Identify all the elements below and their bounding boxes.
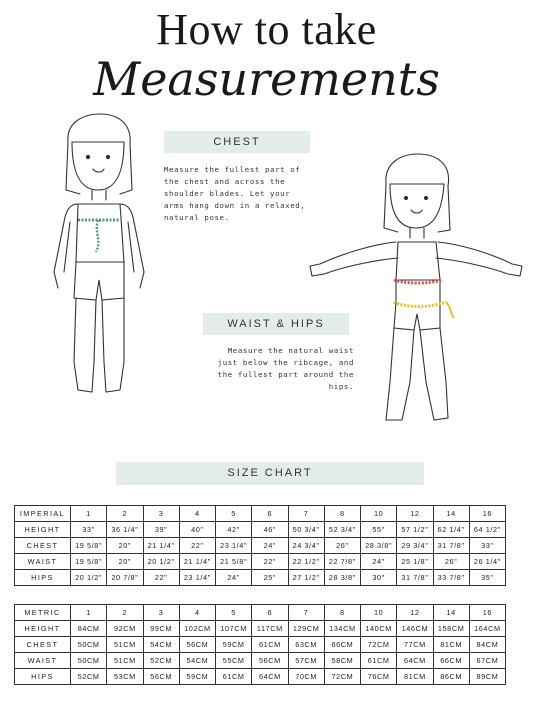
table-cell: 10 <box>361 506 397 522</box>
table-cell: 22 7/8" <box>324 554 360 570</box>
table-cell: 54CM <box>143 637 179 653</box>
table-cell: 61CM <box>361 653 397 669</box>
table-cell: 77CM <box>397 637 433 653</box>
table-cell: 59CM <box>179 669 215 685</box>
table-cell: 146CM <box>397 621 433 637</box>
table-cell: 33" <box>469 538 505 554</box>
row-label-cell: METRIC <box>15 605 71 621</box>
table-cell: 20 7/8" <box>107 570 143 586</box>
table-cell: 26 1/4" <box>469 554 505 570</box>
row-label-cell: CHEST <box>15 637 71 653</box>
table-cell: 25 1/8" <box>397 554 433 570</box>
table-cell: 33" <box>71 522 107 538</box>
table-cell: 5 <box>216 506 252 522</box>
table-row <box>15 621 506 637</box>
table-row <box>15 538 506 554</box>
table-cell: 28 3/8" <box>361 538 397 554</box>
table-cell: 7 <box>288 506 324 522</box>
table-cell: 22" <box>143 570 179 586</box>
table-cell: 22" <box>252 554 288 570</box>
table-cell: 63CM <box>288 637 324 653</box>
table-cell: 50 3/4" <box>288 522 324 538</box>
table-cell: 92CM <box>107 621 143 637</box>
table-cell: 57CM <box>288 653 324 669</box>
table-cell: 6 <box>252 605 288 621</box>
table-cell: 76CM <box>361 669 397 685</box>
table-cell: 61CM <box>252 637 288 653</box>
table-cell: 53CM <box>107 669 143 685</box>
row-label-cell: IMPERIAL <box>15 506 71 522</box>
table-cell: 84CM <box>71 621 107 637</box>
table-cell: 64CM <box>397 653 433 669</box>
table-cell: 40" <box>179 522 215 538</box>
table-cell: 61CM <box>216 669 252 685</box>
table-cell: 81CM <box>397 669 433 685</box>
table-cell: 102CM <box>179 621 215 637</box>
table-cell: 31 7/8" <box>433 538 469 554</box>
table-cell: 62 1/4" <box>433 522 469 538</box>
table-cell: 117CM <box>252 621 288 637</box>
table-cell: 84CM <box>469 637 505 653</box>
table-cell: 1 <box>71 506 107 522</box>
table-cell: 64 1/2" <box>469 522 505 538</box>
table-cell: 99CM <box>143 621 179 637</box>
table-row <box>15 522 506 538</box>
table-cell: 50CM <box>71 653 107 669</box>
table-header-row <box>15 605 506 621</box>
table-cell: 21 1/4" <box>143 538 179 554</box>
table-row <box>15 637 506 653</box>
table-cell: 16 <box>469 605 505 621</box>
table-cell: 14 <box>433 605 469 621</box>
table-cell: 89CM <box>469 669 505 685</box>
table-cell: 55" <box>361 522 397 538</box>
table-cell: 19 5/8" <box>71 554 107 570</box>
table-cell: 55CM <box>216 653 252 669</box>
table-row <box>15 669 506 685</box>
table-header-row <box>15 506 506 522</box>
table-cell: 26" <box>324 538 360 554</box>
imperial-size-table <box>14 505 506 586</box>
table-cell: 28 3/8" <box>324 570 360 586</box>
size-chart-label-band: SIZE CHART <box>116 462 424 485</box>
table-cell: 21 5/8" <box>216 554 252 570</box>
table-cell: 42" <box>216 522 252 538</box>
table-cell: 36 1/4" <box>107 522 143 538</box>
table-cell: 20" <box>107 538 143 554</box>
table-cell: 14 <box>433 506 469 522</box>
table-cell: 12 <box>397 605 433 621</box>
table-cell: 67CM <box>469 653 505 669</box>
table-cell: 56CM <box>252 653 288 669</box>
table-cell: 66CM <box>433 653 469 669</box>
table-cell: 22 1/2" <box>288 554 324 570</box>
table-cell: 5 <box>216 605 252 621</box>
table-row <box>15 653 506 669</box>
table-cell: 64CM <box>252 669 288 685</box>
row-label-cell: WAIST <box>15 554 71 570</box>
table-cell: 24" <box>252 538 288 554</box>
page-title: How to take <box>156 5 377 54</box>
table-cell: 4 <box>179 605 215 621</box>
table-cell: 24" <box>216 570 252 586</box>
table-cell: 29 3/4" <box>397 538 433 554</box>
table-cell: 10 <box>361 605 397 621</box>
table-cell: 26" <box>433 554 469 570</box>
table-cell: 50CM <box>71 637 107 653</box>
row-label-cell: HIPS <box>15 570 71 586</box>
table-cell: 52CM <box>143 653 179 669</box>
row-label-cell: HEIGHT <box>15 621 71 637</box>
table-cell: 58CM <box>324 653 360 669</box>
table-cell: 81CM <box>433 637 469 653</box>
table-cell: 25" <box>252 570 288 586</box>
table-cell: 59CM <box>216 637 252 653</box>
table-cell: 30" <box>361 570 397 586</box>
table-cell: 23 1/4" <box>179 570 215 586</box>
table-cell: 72CM <box>361 637 397 653</box>
table-cell: 129CM <box>288 621 324 637</box>
row-label-cell: HIPS <box>15 669 71 685</box>
table-cell: 3 <box>143 506 179 522</box>
table-cell: 56CM <box>179 637 215 653</box>
table-cell: 4 <box>179 506 215 522</box>
table-cell: 12 <box>397 506 433 522</box>
table-cell: 134CM <box>324 621 360 637</box>
row-label-cell: WAIST <box>15 653 71 669</box>
table-cell: 31 7/8" <box>397 570 433 586</box>
table-cell: 7 <box>288 605 324 621</box>
table-cell: 16 <box>469 506 505 522</box>
table-cell: 72CM <box>324 669 360 685</box>
table-row <box>15 570 506 586</box>
table-cell: 20 1/2" <box>143 554 179 570</box>
table-cell: 66CM <box>324 637 360 653</box>
table-cell: 27 1/2" <box>288 570 324 586</box>
table-cell: 24" <box>361 554 397 570</box>
table-cell: 35" <box>469 570 505 586</box>
table-cell: 6 <box>252 506 288 522</box>
table-cell: 107CM <box>216 621 252 637</box>
row-label-cell: HEIGHT <box>15 522 71 538</box>
chest-label-band: CHEST <box>164 131 310 153</box>
table-cell: 20 1/2" <box>71 570 107 586</box>
chest-figure-illustration <box>40 112 160 402</box>
table-cell: 33 7/8" <box>433 570 469 586</box>
waist-hips-description: Measure the natural waist just below the ribcage, and the fullest part around the hips. <box>217 346 354 391</box>
table-cell: 70CM <box>288 669 324 685</box>
metric-size-table <box>14 604 506 685</box>
table-cell: 57 1/2" <box>397 522 433 538</box>
table-cell: 52 3/4" <box>324 522 360 538</box>
row-label-cell: CHEST <box>15 538 71 554</box>
table-cell: 39" <box>143 522 179 538</box>
table-cell: 24 3/4" <box>288 538 324 554</box>
table-cell: 20" <box>107 554 143 570</box>
table-cell: 1 <box>71 605 107 621</box>
table-cell: 23 1/4" <box>216 538 252 554</box>
table-row <box>15 554 506 570</box>
chest-description: Measure the fullest part of the chest and across the shoulder blades. Let your arms hang down in a relaxed, natural pose. <box>164 165 306 222</box>
table-cell: 46" <box>252 522 288 538</box>
table-cell: 51CM <box>107 653 143 669</box>
table-cell: 56CM <box>143 669 179 685</box>
table-cell: 51CM <box>107 637 143 653</box>
table-cell: 2 <box>107 506 143 522</box>
waist-hips-label-band: WAIST & HIPS <box>203 313 349 335</box>
table-cell: 54CM <box>179 653 215 669</box>
table-cell: 8 <box>324 605 360 621</box>
table-cell: 164CM <box>469 621 505 637</box>
table-cell: 52CM <box>71 669 107 685</box>
table-cell: 3 <box>143 605 179 621</box>
table-cell: 19 5/8" <box>71 538 107 554</box>
table-cell: 2 <box>107 605 143 621</box>
table-cell: 8 <box>324 506 360 522</box>
table-cell: 22" <box>179 538 215 554</box>
table-cell: 158CM <box>433 621 469 637</box>
page-subtitle-script: Measurements <box>93 52 440 106</box>
table-cell: 140CM <box>361 621 397 637</box>
table-cell: 86CM <box>433 669 469 685</box>
table-cell: 21 1/4" <box>179 554 215 570</box>
